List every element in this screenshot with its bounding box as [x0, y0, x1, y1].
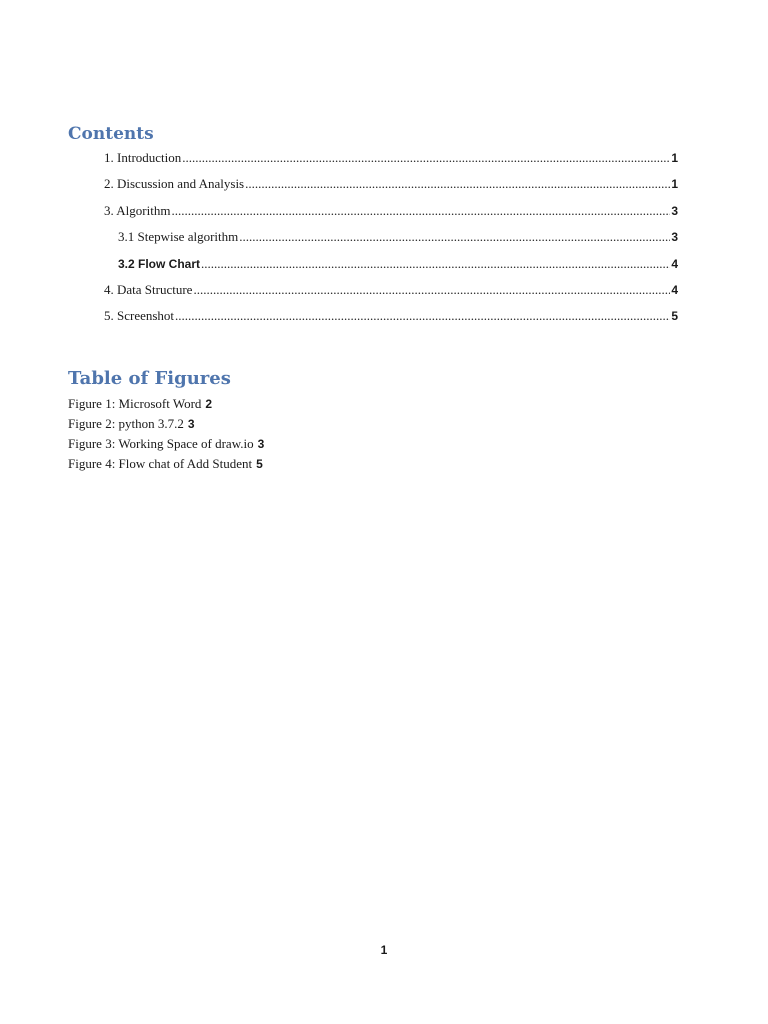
toc-entry-page: 3 — [671, 204, 678, 218]
toc-entry-data-structure[interactable] — [104, 279, 678, 299]
toc-entry-introduction[interactable] — [104, 147, 678, 167]
figure-entry-page: 3 — [187, 417, 195, 431]
toc-entry-stepwise-algorithm[interactable] — [118, 226, 678, 246]
toc-entry-label: 3. Algorithm — [104, 203, 171, 218]
toc-dot-leader — [193, 281, 670, 299]
contents-heading: Contents — [68, 124, 154, 144]
toc-entry-label: 1. Introduction — [104, 150, 182, 165]
toc-entry-screenshot[interactable] — [104, 305, 678, 325]
figure-entry-2[interactable] — [68, 414, 264, 434]
toc-dot-leader — [201, 255, 670, 273]
figure-entry-4[interactable] — [68, 454, 264, 474]
toc-entry-label: 3.2 Flow Chart — [118, 257, 201, 271]
figure-entry-3[interactable] — [68, 434, 264, 454]
toc-entry-page: 1 — [671, 177, 678, 191]
toc-entry-discussion[interactable] — [104, 173, 678, 193]
figure-entry-label: Figure 3: Working Space of draw.io — [68, 436, 254, 451]
table-of-figures-heading: Table of Figures — [68, 368, 231, 389]
figure-entry-page: 2 — [205, 397, 213, 411]
toc-entry-flow-chart[interactable] — [118, 253, 678, 273]
figure-entry-page: 5 — [256, 457, 263, 471]
figure-entry-label: Figure 4: Flow chat of Add Student — [68, 456, 253, 471]
figure-entry-label: Figure 2: python 3.7.2 — [68, 416, 184, 431]
figure-entry-1[interactable] — [68, 394, 264, 414]
toc-dot-leader — [171, 202, 670, 220]
toc-dot-leader — [182, 149, 670, 167]
table-of-figures — [68, 394, 264, 474]
toc-entry-page: 1 — [671, 151, 678, 165]
toc-entry-page: 5 — [671, 309, 678, 323]
toc-entry-label: 5. Screenshot — [104, 308, 175, 323]
toc-dot-leader — [245, 175, 670, 193]
toc-entry-page: 4 — [671, 257, 678, 271]
toc-dot-leader — [239, 228, 670, 246]
toc-dot-leader — [175, 307, 670, 325]
toc-entry-page: 4 — [671, 283, 678, 297]
figure-entry-label: Figure 1: Microsoft Word — [68, 396, 202, 411]
toc-entry-algorithm[interactable] — [104, 200, 678, 220]
toc-entry-label: 4. Data Structure — [104, 282, 193, 297]
toc-entry-label: 2. Discussion and Analysis — [104, 176, 245, 191]
page-number: 1 — [380, 943, 388, 957]
toc-entry-page: 3 — [671, 230, 678, 244]
figure-entry-page: 3 — [257, 437, 265, 451]
toc-entry-label: 3.1 Stepwise algorithm — [118, 229, 239, 244]
